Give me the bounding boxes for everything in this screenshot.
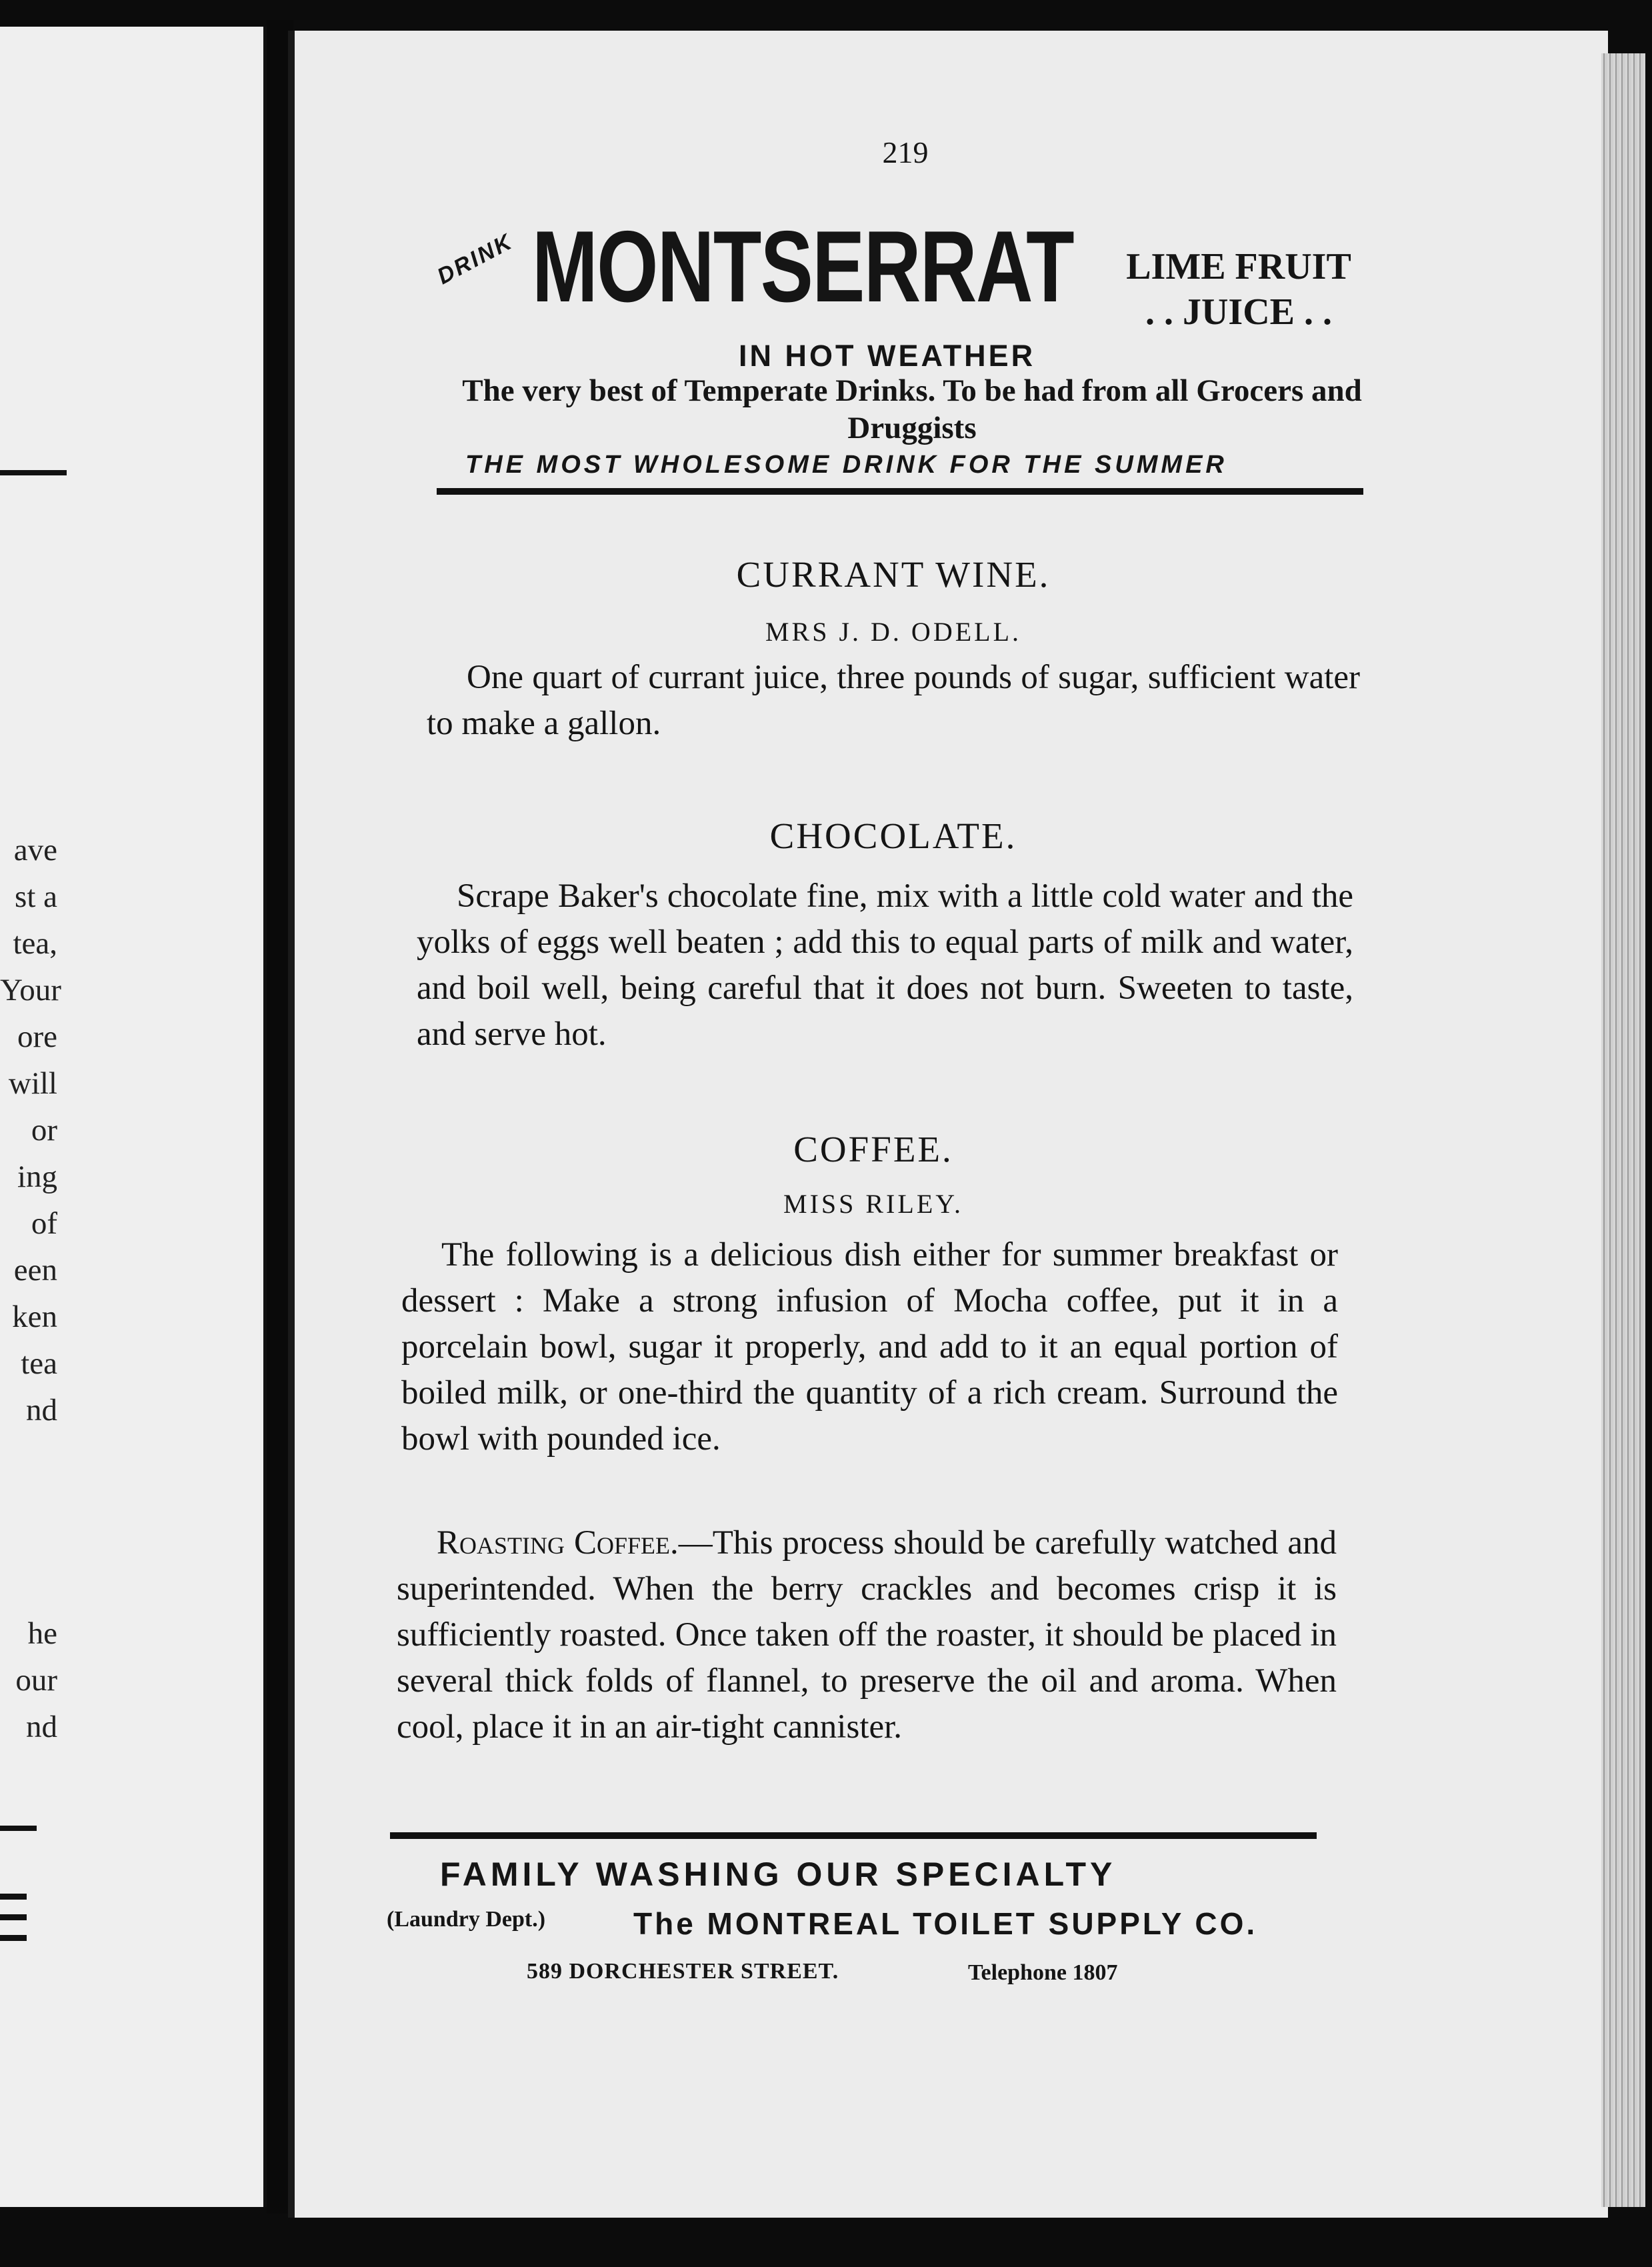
ad-telephone: Telephone 1807 <box>968 1960 1118 1985</box>
recipe-author-currant-wine: MRS J. D. ODELL. <box>765 617 1022 647</box>
left-page-line-fragment: nd <box>26 1710 57 1744</box>
recipe-body-coffee: The following is a delicious dish either for summer breakfast or dessert : Make a strong infusion of Mocha coffee, put it in a porcelain bowl, sugar it properly, and add to it an equal portion of boiled milk, or one-third the quantity of a rich cream. Surround the bowl with pounded ice. <box>401 1236 1338 1458</box>
recipe-body-roasting-coffee <box>397 1520 1337 1750</box>
ad-temperate-line: The very best of Temperate Drinks. To be had from all Grocers and Druggists <box>462 373 1362 445</box>
left-page-line-fragment: will <box>8 1066 57 1101</box>
ad-lime-line-1: LIME FRUIT <box>1126 246 1351 287</box>
recipe-body-chocolate: Scrape Baker's chocolate fine, mix with a little cold water and the yolks of eggs well beaten ; add this to equal parts of milk and water, and boil well, being careful that it does not burn. Sweeten to taste, and serve hot. <box>417 877 1353 1053</box>
ad-address: 589 DORCHESTER STREET. <box>527 1959 839 1984</box>
recipe-title-currant-wine: CURRANT WINE. <box>736 554 1051 595</box>
left-page-line-fragment: ken <box>12 1300 57 1334</box>
left-facing-page <box>0 27 269 2207</box>
recipe-author-coffee: MISS RILEY. <box>783 1189 963 1219</box>
ad-wholesome-line: THE MOST WHOLESOME DRINK FOR THE SUMMER <box>465 451 1227 479</box>
ad-lime-line-2: . . JUICE . . <box>1145 291 1333 333</box>
left-page-line-fragment: Your <box>0 973 61 1007</box>
ad-company-name: The MONTREAL TOILET SUPPLY CO. <box>633 1906 1258 1941</box>
ad-weather-line: IN HOT WEATHER <box>739 339 1036 373</box>
left-page-line-fragment: tea, <box>13 926 57 961</box>
left-page-marks <box>0 1894 27 1956</box>
ad-family-washing: FAMILY WASHING OUR SPECIALTY <box>440 1856 1117 1893</box>
roasting-coffee-label: Roasting Coffee. <box>437 1524 679 1562</box>
left-page-line-fragment: nd <box>26 1393 57 1428</box>
left-page-line-fragment: ing <box>17 1160 57 1194</box>
left-page-fragments-upper <box>0 827 61 1434</box>
recipe-title-chocolate: CHOCOLATE. <box>769 815 1017 856</box>
left-page-rule-lower <box>0 1826 37 1831</box>
left-page-line-fragment: st a <box>15 879 57 914</box>
left-page-line-fragment: our <box>15 1663 57 1698</box>
left-page-rule <box>0 470 67 475</box>
ad-separator-rule <box>437 488 1363 495</box>
left-page-line-fragment: ave <box>13 833 57 867</box>
bottom-ad-rule <box>390 1832 1317 1839</box>
left-page-line-fragment: een <box>13 1253 57 1288</box>
ad-lime-fruit-juice <box>1105 244 1372 335</box>
ad-brand-name: MONTSERRAT <box>532 210 1074 323</box>
recipe-title-coffee: COFFEE. <box>793 1129 953 1170</box>
roasting-coffee-text: —This process should be carefully watched and superintended. When the berry crackles and becomes crisp it is sufficiently roasted. Once taken off the roaster, it should be placed in several thick folds of flannel, to preserve the oil and aroma. When cool, place it in an air-tight cannister. <box>397 1524 1337 1746</box>
left-page-fragments-lower <box>0 1610 57 1750</box>
page-edge <box>1601 53 1645 2207</box>
left-page-line-fragment: of <box>31 1206 57 1241</box>
ad-laundry-dept: (Laundry Dept.) <box>387 1907 546 1932</box>
left-page-line-fragment: or <box>31 1113 57 1148</box>
recipe-body-currant-wine: One quart of currant juice, three pounds of sugar, sufficient water to make a gallon. <box>427 659 1360 742</box>
page-number: 219 <box>882 135 929 169</box>
left-page-line-fragment: he <box>27 1616 57 1651</box>
ad-drink-label: DRINK <box>433 228 517 290</box>
left-page-line-fragment: tea <box>21 1346 57 1381</box>
left-page-line-fragment: ore <box>17 1019 57 1054</box>
